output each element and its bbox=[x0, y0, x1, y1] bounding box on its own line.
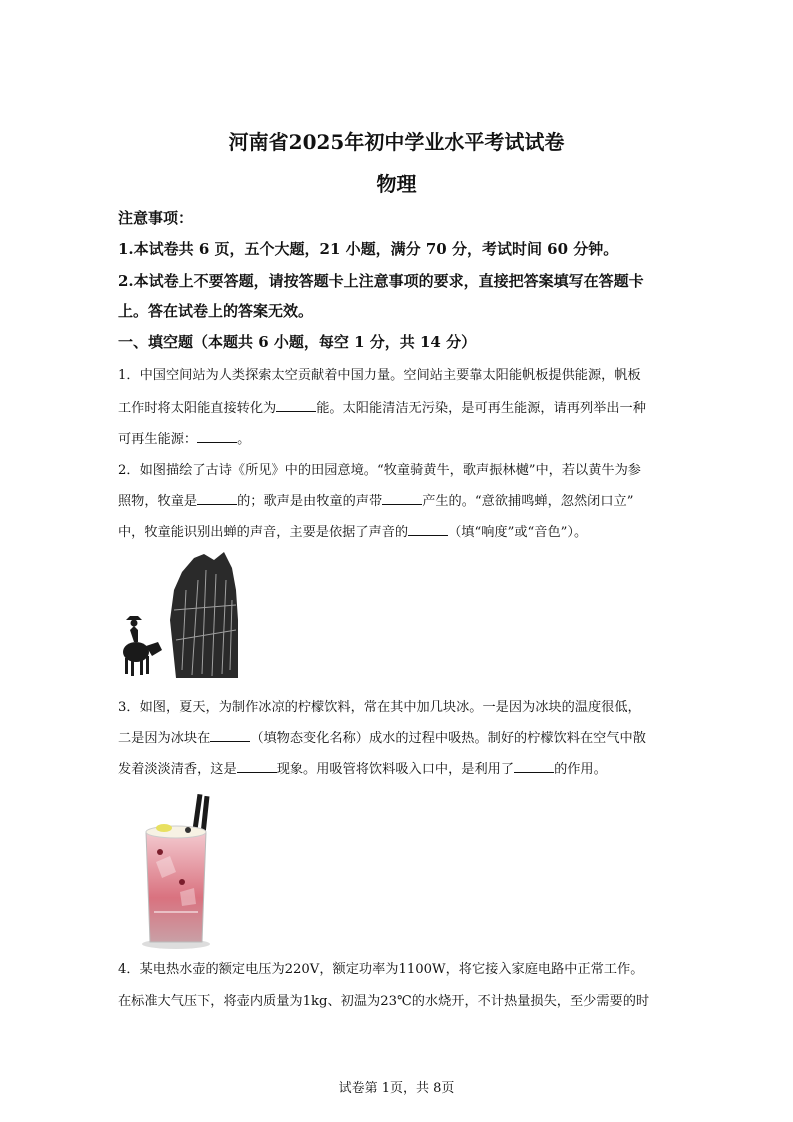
q3-line-3 bbox=[118, 758, 678, 777]
answer-blank[interactable] bbox=[197, 430, 237, 443]
answer-blank[interactable] bbox=[276, 399, 316, 412]
notice-item-2a: 2.本试卷上不要答题，请按答题卡上注意事项的要求，直接把答案填写在答题卡 bbox=[118, 272, 644, 290]
notice-item-2b: 上。答在试卷上的答案无效。 bbox=[118, 302, 314, 320]
q1-line-1: 1．中国空间站为人类探索太空贡献着中国力量。空间站主要靠太阳能帆板提供能源，帆板 bbox=[118, 368, 641, 383]
subject-title: 物理 bbox=[376, 172, 417, 196]
q2-line-3 bbox=[118, 521, 678, 540]
exam-title: 河南省2025年初中学业水平考试试卷 bbox=[228, 130, 565, 154]
q2-text: 产生的。“意欲捕鸣蝉，忽然闭口立” bbox=[422, 494, 634, 509]
q1-line-3 bbox=[118, 428, 678, 447]
answer-blank[interactable] bbox=[237, 760, 277, 773]
answer-blank[interactable] bbox=[197, 492, 237, 505]
section-heading: 一、填空题（本题共 6 小题，每空 1 分，共 14 分） bbox=[118, 333, 477, 351]
q1-text: 工作时将太阳能直接转化为 bbox=[118, 401, 277, 416]
q2-line-1: 2．如图描绘了古诗《所见》中的田园意境。“牧童骑黄牛，歌声振林樾”中，若以黄牛为参 bbox=[118, 463, 641, 478]
q1-text: 可再生能源： bbox=[118, 432, 198, 447]
notice-heading: 注意事项： bbox=[118, 209, 194, 227]
answer-blank[interactable] bbox=[210, 729, 250, 742]
q3-line-2 bbox=[118, 727, 678, 746]
q2-text: 的；歌声是由牧童的声带 bbox=[237, 494, 383, 509]
answer-blank[interactable] bbox=[382, 492, 422, 505]
q3-text: 现象。用吸管将饮料吸入口中，是利用了 bbox=[276, 762, 515, 777]
herd-boy-figure bbox=[116, 550, 240, 678]
q3-text: 二是因为冰块在 bbox=[118, 731, 211, 746]
q3-text: 的作用。 bbox=[554, 762, 607, 777]
q2-text: （填“响度”或“音色”）。 bbox=[448, 525, 588, 540]
notice-item-1: 1.本试卷共 6 页，五个大题，21 小题，满分 70 分，考试时间 60 分钟。 bbox=[118, 240, 619, 258]
q4-line-1: 4．某电热水壶的额定电压为220V，额定功率为1100W，将它接入家庭电路中正常工作。 bbox=[118, 962, 644, 977]
answer-blank[interactable] bbox=[514, 760, 554, 773]
page-footer: 试卷第 1页，共 8页 bbox=[338, 1081, 455, 1096]
q2-text: 照物，牧童是 bbox=[118, 494, 198, 509]
lemon-drink-figure bbox=[136, 792, 216, 950]
q4-line-2: 在标准大气压下，将壶内质量为1kg、初温为23℃的水烧开，不计热量损失，至少需要的时 bbox=[118, 994, 650, 1009]
q1-line-2 bbox=[118, 397, 678, 416]
q2-line-2 bbox=[118, 490, 678, 509]
answer-blank[interactable] bbox=[408, 523, 448, 536]
q3-text: 发着淡淡清香，这是 bbox=[118, 762, 237, 777]
q1-text: 。 bbox=[237, 432, 251, 447]
q2-text: 中，牧童能识别出蝉的声音，主要是依据了声音的 bbox=[118, 525, 409, 540]
q1-text: 能。太阳能清洁无污染，是可再生能源，请再列举出一种 bbox=[316, 401, 646, 416]
q3-text: （填物态变化名称）成水的过程中吸热。制好的柠檬饮料在空气中散 bbox=[250, 731, 646, 746]
q3-line-1: 3．如图，夏天，为制作冰凉的柠檬饮料，常在其中加几块冰。一是因为冰块的温度很低， bbox=[118, 700, 641, 715]
